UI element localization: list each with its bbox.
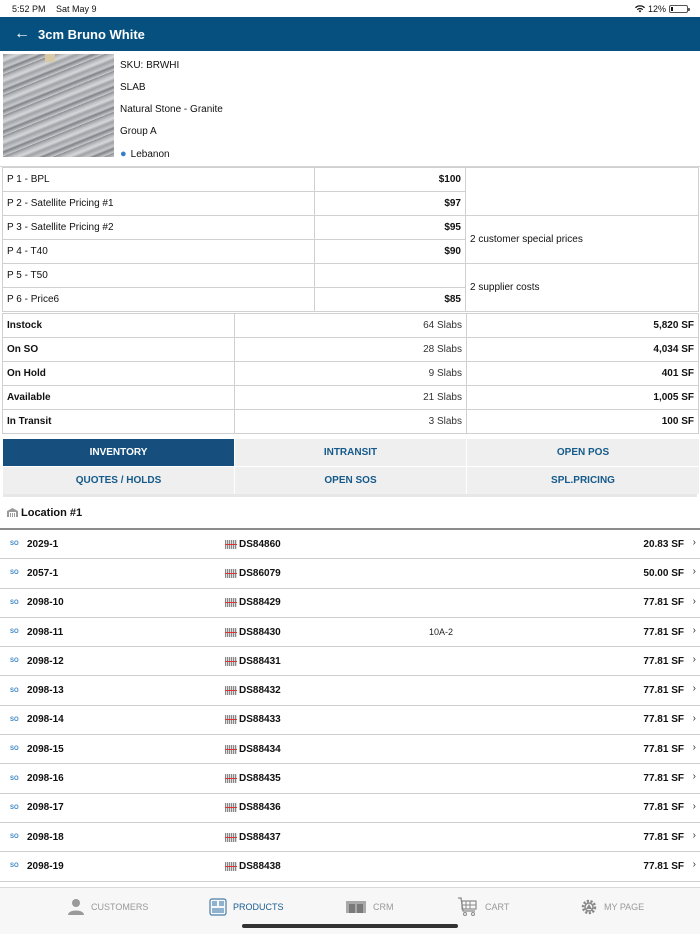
so-badge: SO: [10, 746, 19, 753]
slab-sf: 77.81 SF: [643, 597, 684, 609]
price-name: P 4 - T40: [3, 240, 315, 264]
price-value: $85: [315, 288, 466, 312]
slab-sf: 77.81 SF: [643, 655, 684, 667]
nav-crm[interactable]: [345, 888, 457, 926]
stock-label: On SO: [3, 338, 235, 362]
price-value: $90: [315, 240, 466, 264]
so-badge: SO: [10, 775, 19, 782]
slab-id: DS88435: [239, 773, 281, 785]
nav-label: PRODUCTS: [233, 902, 284, 912]
stock-slabs: 3 Slabs: [235, 410, 467, 434]
tab-quotes-holds[interactable]: QUOTES / HOLDS: [3, 467, 234, 494]
status-time: 5:52 PM: [12, 3, 46, 14]
gear-icon: [580, 898, 598, 916]
slab-id: DS88437: [239, 831, 281, 843]
price-row: [3, 264, 699, 288]
status-date: Sat May 9: [56, 3, 97, 14]
product-image[interactable]: [3, 54, 114, 157]
stock-slabs: 9 Slabs: [235, 362, 467, 386]
stock-row: [3, 314, 699, 338]
battery-icon: [669, 5, 688, 13]
chevron-right-icon: ›: [692, 654, 696, 666]
inventory-row[interactable]: [0, 706, 700, 735]
nav-cart[interactable]: [457, 888, 580, 926]
nav-label: MY PAGE: [604, 902, 645, 912]
nav-my-page[interactable]: [580, 888, 644, 926]
slab-id: DS88433: [239, 714, 281, 726]
slab-sf: 77.81 SF: [643, 714, 684, 726]
slab-number: 2057-1: [27, 567, 59, 579]
product-type: SLAB: [120, 82, 146, 93]
tab-spl-pricing[interactable]: SPL.PRICING: [467, 467, 699, 494]
slab-number: 2098-18: [27, 831, 64, 843]
so-badge: SO: [10, 716, 19, 723]
tab-open-sos[interactable]: OPEN SOS: [235, 467, 466, 494]
price-name: P 3 - Satellite Pricing #2: [3, 216, 315, 240]
stock-row: [3, 362, 699, 386]
stock-row: [3, 410, 699, 434]
products-catalog-icon: [209, 898, 227, 916]
slab-sf: 77.81 SF: [643, 860, 684, 872]
back-arrow-icon[interactable]: ←: [14, 25, 30, 42]
stock-sf: 4,034 SF: [467, 338, 699, 362]
inventory-row[interactable]: [0, 530, 700, 559]
slab-sf: 77.81 SF: [643, 626, 684, 638]
chevron-right-icon: ›: [692, 537, 696, 548]
slab-number: 2098-10: [27, 597, 64, 609]
barcode-icon: [225, 745, 237, 754]
tab-intransit[interactable]: INTRANSIT: [235, 439, 466, 466]
status-bar: [0, 0, 700, 17]
chevron-right-icon: ›: [692, 800, 696, 812]
barcode-icon: [225, 569, 237, 578]
stock-sf: 5,820 SF: [467, 314, 699, 338]
home-indicator[interactable]: [242, 924, 458, 928]
slab-id: DS88431: [239, 655, 281, 667]
chevron-right-icon: ›: [692, 859, 696, 871]
slab-id: DS88432: [239, 685, 281, 697]
chevron-right-icon: ›: [692, 771, 696, 783]
chevron-right-icon: ›: [692, 566, 696, 578]
stock-row: [3, 338, 699, 362]
so-badge: SO: [10, 863, 19, 870]
barcode-icon: [225, 598, 237, 607]
slab-id: DS88436: [239, 802, 281, 814]
barcode-icon: [225, 774, 237, 783]
product-location: [120, 143, 223, 166]
nav-products[interactable]: [209, 888, 345, 926]
slab-sf: 77.81 SF: [643, 685, 684, 697]
slab-sf: 20.83 SF: [643, 538, 684, 550]
price-value: $95: [315, 216, 466, 240]
product-location-text: Lebanon: [130, 149, 170, 160]
inventory-row[interactable]: [0, 735, 700, 764]
barcode-icon: [225, 686, 237, 695]
chevron-right-icon: ›: [692, 683, 696, 695]
stock-label: Available: [3, 386, 235, 410]
inventory-row[interactable]: [0, 647, 700, 676]
nav-customers[interactable]: [67, 888, 209, 926]
chevron-right-icon: ›: [692, 829, 696, 841]
special-prices-note[interactable]: 2 customer special prices: [466, 216, 699, 264]
stock-sf: 401 SF: [467, 362, 699, 386]
so-badge: SO: [10, 570, 19, 577]
product-info: [114, 54, 223, 166]
location-title: Location #1: [21, 506, 83, 519]
so-badge: SO: [10, 804, 19, 811]
tab-inventory[interactable]: INVENTORY: [3, 439, 234, 466]
stock-slabs: 64 Slabs: [235, 314, 467, 338]
so-badge: SO: [10, 541, 19, 548]
slab-id: DS86079: [239, 567, 281, 579]
so-badge: SO: [10, 687, 19, 694]
stock-table: [2, 313, 699, 434]
section-tabs: [3, 439, 697, 497]
price-row: [3, 216, 699, 240]
inventory-row[interactable]: [0, 764, 700, 793]
slab-id: DS88429: [239, 597, 281, 609]
slab-sf: 77.81 SF: [643, 831, 684, 843]
slab-number: 2029-1: [27, 538, 59, 550]
barcode-icon: [225, 540, 237, 549]
battery-percent: 12%: [647, 3, 666, 14]
chevron-right-icon: ›: [692, 595, 696, 607]
person-icon: [67, 898, 85, 916]
tab-open-pos[interactable]: OPEN POS: [467, 439, 699, 466]
barcode-icon: [225, 862, 237, 871]
barcode-icon: [225, 803, 237, 812]
slab-sf: 77.81 SF: [643, 802, 684, 814]
slab-number: 2098-13: [27, 685, 64, 697]
slab-number: 2098-11: [27, 626, 64, 638]
nav-label: CUSTOMERS: [91, 902, 149, 912]
barcode-icon: [225, 715, 237, 724]
stock-sf: 100 SF: [467, 410, 699, 434]
so-badge: SO: [10, 834, 19, 841]
product-group: Group A: [120, 126, 157, 137]
slab-id: DS88434: [239, 743, 281, 755]
nav-label: CART: [485, 902, 510, 912]
slab-number: 2098-16: [27, 773, 64, 785]
product-category: Natural Stone - Granite: [120, 104, 223, 115]
stock-label: In Transit: [3, 410, 235, 434]
barcode-icon: [225, 833, 237, 842]
price-value: $97: [315, 192, 466, 216]
slab-id: DS84860: [239, 538, 281, 550]
inventory-row[interactable]: [0, 794, 700, 823]
product-summary: [0, 51, 700, 167]
price-name: P 1 - BPL: [3, 168, 315, 192]
product-sku: SKU: BRWHI: [120, 60, 180, 71]
inventory-list: [0, 530, 700, 882]
chevron-right-icon: ›: [692, 712, 696, 724]
chevron-right-icon: ›: [692, 624, 696, 636]
slab-sf: 77.81 SF: [643, 773, 684, 785]
stock-sf: 1,005 SF: [467, 386, 699, 410]
location-pin-icon: ●: [120, 148, 127, 160]
inventory-row[interactable]: [0, 559, 700, 588]
slab-number: 2098-14: [27, 714, 64, 726]
so-badge: SO: [10, 599, 19, 606]
price-value: $100: [315, 168, 466, 192]
price-name: P 6 - Price6: [3, 288, 315, 312]
slab-number: 2098-19: [27, 860, 64, 872]
stock-slabs: 28 Slabs: [235, 338, 467, 362]
bin-location: 10A-2: [429, 627, 454, 638]
page-title: 3cm Bruno White: [38, 26, 145, 42]
app-header: [0, 17, 700, 51]
slab-id: DS88430: [239, 626, 281, 638]
inventory-row[interactable]: [0, 618, 700, 647]
location-header: [0, 497, 700, 530]
status-left: [12, 4, 105, 14]
so-badge: SO: [10, 629, 19, 636]
price-note-empty: [466, 168, 699, 216]
wifi-icon: [635, 5, 645, 13]
cart-icon: [457, 896, 479, 918]
slab-number: 2098-12: [27, 655, 64, 667]
slab-number: 2098-15: [27, 743, 64, 755]
slab-sf: 50.00 SF: [643, 567, 684, 579]
status-right: [635, 4, 688, 14]
slab-id: DS88438: [239, 860, 281, 872]
nav-label: CRM: [373, 902, 394, 912]
slab-number: 2098-17: [27, 802, 64, 814]
price-value: [315, 264, 466, 288]
inventory-row[interactable]: [0, 676, 700, 705]
supplier-costs-note[interactable]: 2 supplier costs: [466, 264, 699, 312]
inventory-row[interactable]: [0, 589, 700, 618]
price-name: P 5 - T50: [3, 264, 315, 288]
crm-icon: [345, 898, 367, 916]
price-row: [3, 168, 699, 192]
slab-sf: 77.81 SF: [643, 743, 684, 755]
barcode-icon: [225, 657, 237, 666]
stock-label: Instock: [3, 314, 235, 338]
stock-row: [3, 386, 699, 410]
price-table: [2, 167, 699, 312]
stock-slabs: 21 Slabs: [235, 386, 467, 410]
price-name: P 2 - Satellite Pricing #1: [3, 192, 315, 216]
bottom-nav: [0, 887, 700, 934]
chevron-right-icon: ›: [692, 742, 696, 754]
barcode-icon: [225, 628, 237, 637]
inventory-row[interactable]: [0, 852, 700, 881]
inventory-row[interactable]: [0, 823, 700, 852]
so-badge: SO: [10, 658, 19, 665]
warehouse-icon: [7, 508, 18, 517]
stock-label: On Hold: [3, 362, 235, 386]
